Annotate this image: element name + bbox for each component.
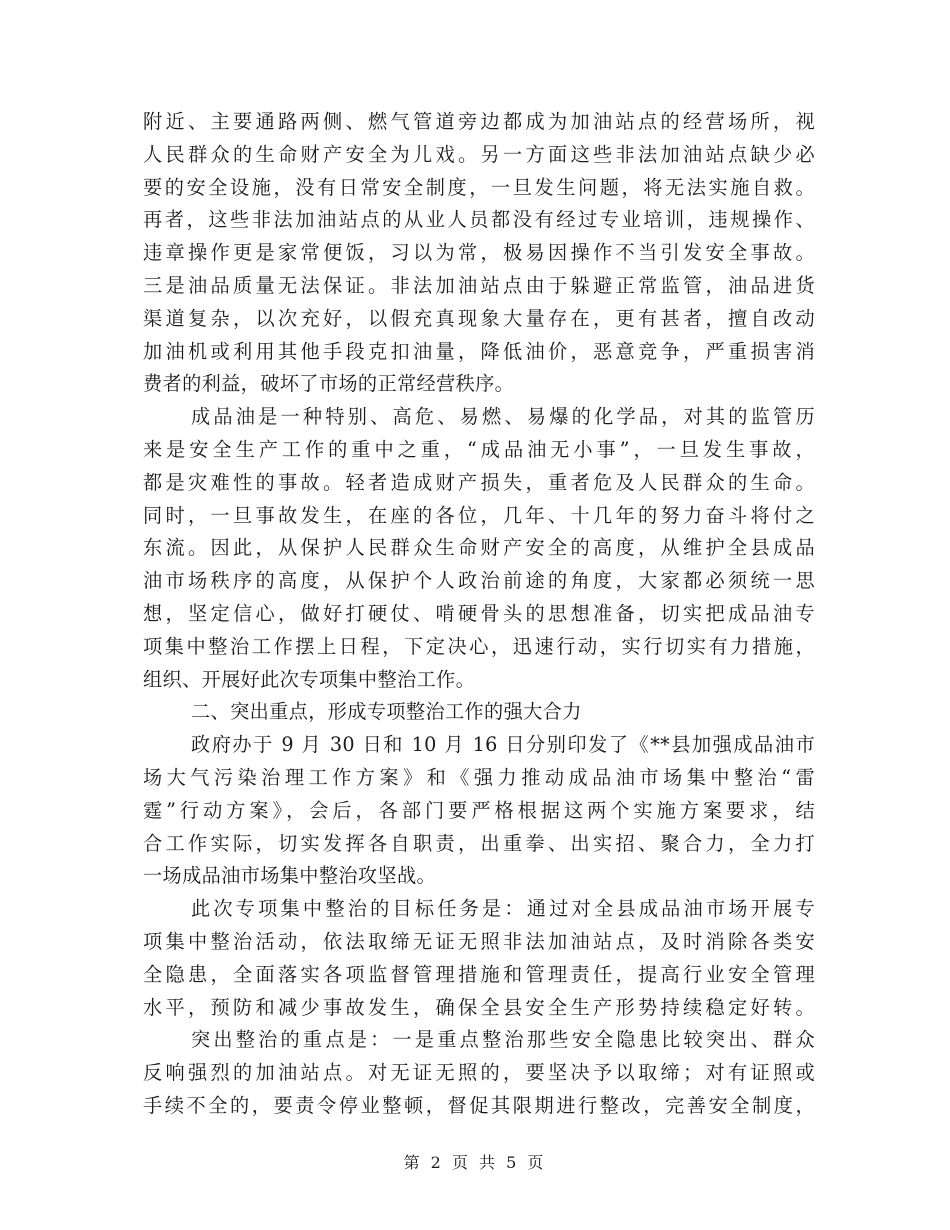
text-line: 此次专项集中整治的目标任务是：通过对全县成品油市场开展专: [191, 897, 815, 921]
text-line: 场大气污染治理工作方案》和《强力推动成品油市场集中整治“雷: [143, 765, 815, 789]
text-line: 政府办于 9 月 30 日和 10 月 16 日分别印发了《**县加强成品油市: [191, 733, 815, 757]
text-line: 加油机或利用其他手段克扣油量，降低油价，恶意竞争，严重损害消: [143, 339, 815, 363]
text-line: 一场成品油市场集中整治攻坚战。: [143, 864, 437, 888]
text-line: 霆”行动方案》，会后，各部门要严格根据这两个实施方案要求，结: [143, 798, 815, 822]
text-line: 项集中整治活动，依法取缔无证无照非法加油站点，及时消除各类安: [143, 929, 815, 953]
text-line: 反响强烈的加油站点。对无证无照的，要坚决予以取缔；对有证照或: [143, 1061, 815, 1085]
text-line: 油市场秩序的高度，从保护个人政治前途的角度，大家都必须统一思: [143, 569, 815, 593]
text-line: 来是安全生产工作的重中之重，“成品油无小事”，一旦发生事故，: [143, 437, 815, 461]
text-line: 费者的利益，破坏了市场的正常经营秩序。: [143, 372, 515, 396]
text-line: 违章操作更是家常便饭，习以为常，极易因操作不当引发安全事故。: [143, 241, 815, 265]
text-line: 三是油品质量无法保证。非法加油站点由于躲避正常监管，油品进货: [143, 273, 815, 297]
text-line: 附近、主要通路两侧、燃气管道旁边都成为加油站点的经营场所，视: [143, 110, 815, 133]
text-line: 组织、开展好此次专项集中整治工作。: [143, 667, 476, 691]
text-line: 渠道复杂，以次充好，以假充真现象大量存在，更有甚者，擅自改动: [143, 306, 815, 330]
text-line: 同时，一旦事故发生，在座的各位，几年、十几年的努力奋斗将付之: [143, 503, 815, 527]
text-line: 水平，预防和减少事故发生，确保全县安全生产形势持续稳定好转。: [143, 995, 815, 1019]
text-line: 合工作实际，切实发挥各自职责，出重拳、出实招、聚合力，全力打: [143, 831, 815, 855]
text-line: 都是灾难性的事故。轻者造成财产损失，重者危及人民群众的生命。: [143, 470, 815, 494]
document-body: [143, 106, 815, 1123]
text-line: 二、突出重点，形成专项整治工作的强大合力: [191, 700, 582, 724]
page-number-footer: 第 2 页 共 5 页: [403, 1153, 547, 1172]
text-line: 东流。因此，从保护人民群众生命财产安全的高度，从维护全县成品: [143, 536, 815, 560]
text-line: 全隐患，全面落实各项监督管理措施和管理责任，提高行业安全管理: [143, 962, 815, 986]
text-line: 突出整治的重点是：一是重点整治那些安全隐患比较突出、群众: [191, 1028, 815, 1052]
text-line: 项集中整治工作摆上日程，下定决心，迅速行动，实行切实有力措施，: [143, 634, 815, 658]
text-line: 手续不全的，要责令停业整顿，督促其限期进行整改，完善安全制度，: [143, 1093, 815, 1117]
text-line: 想，坚定信心，做好打硬仗、啃硬骨头的思想准备，切实把成品油专: [143, 601, 815, 625]
text-line: 要的安全设施，没有日常安全制度，一旦发生问题，将无法实施自救。: [143, 175, 815, 199]
text-line: 成品油是一种特别、高危、易燃、易爆的化学品，对其的监管历: [191, 405, 815, 429]
text-line: 人民群众的生命财产安全为儿戏。另一方面这些非法加油站点缺少必: [143, 142, 815, 166]
text-line: 再者，这些非法加油站点的从业人员都没有经过专业培训，违规操作、: [143, 208, 815, 232]
